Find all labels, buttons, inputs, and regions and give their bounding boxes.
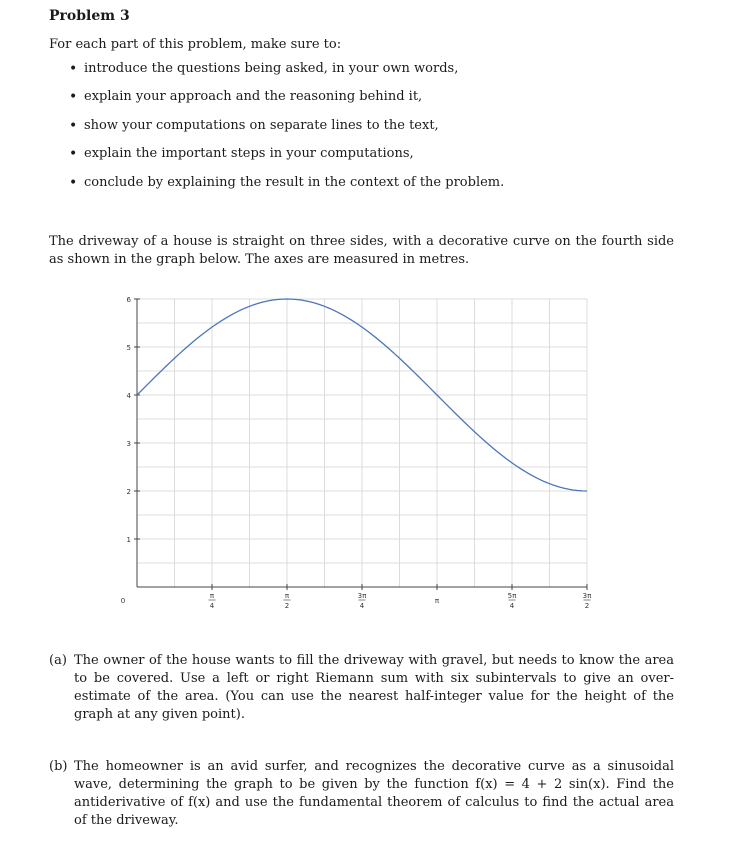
x-tick-label-numerator: 3π <box>357 592 367 600</box>
instructions-intro: For each part of this problem, make sure to: <box>49 37 342 52</box>
requirements-list <box>66 58 504 200</box>
y-tick-label: 5 <box>126 344 131 352</box>
part-b-label: (b) <box>49 759 68 774</box>
x-tick-label-denominator: 4 <box>209 602 215 610</box>
x-tick-label-denominator: 2 <box>584 602 590 610</box>
y-tick-label: 1 <box>126 536 131 544</box>
driveway-curve-graph <box>110 290 600 620</box>
part-b-text: The homeowner is an avid surfer, and recognizes the decorative curve as a sinusoidal wave, determining the graph to be given by the function f(x) = 4 + 2 sin(x). Find the antiderivative of f(x) and use the fundamental theorem of calculus to find the actual area of the driveway. <box>74 759 674 828</box>
list-item: • show your computations on separate lines to the text, <box>66 115 504 143</box>
part-b <box>49 758 674 830</box>
x-tick-label-numerator: π <box>209 592 215 600</box>
y-tick-label: 3 <box>126 440 131 448</box>
problem-title: Problem 3 <box>49 8 130 24</box>
y-tick-label: 6 <box>126 296 131 304</box>
part-a-label: (a) <box>49 653 67 668</box>
x-tick-label-numerator: 3π <box>582 592 592 600</box>
x-tick-label-denominator: 4 <box>359 602 365 610</box>
y-tick-label: 4 <box>126 392 131 400</box>
y-tick-label: 2 <box>126 488 131 496</box>
x-tick-label-denominator: 4 <box>509 602 515 610</box>
x-tick-label-denominator: 2 <box>284 602 290 610</box>
list-item: • introduce the questions being asked, in your own words, <box>66 58 504 86</box>
x-tick-label: 0 <box>120 597 126 605</box>
part-a-text: The owner of the house wants to fill the driveway with gravel, but needs to know the area to be covered. Use a left or right Riemann sum with six subintervals to give an over-estimate of the area. (You can use the nearest half-integer value for the height of the graph at any given point). <box>74 653 674 722</box>
list-item: • explain your approach and the reasoning behind it, <box>66 86 504 114</box>
x-tick-label: π <box>434 597 440 605</box>
part-a <box>49 652 674 724</box>
x-tick-label-numerator: 5π <box>507 592 517 600</box>
list-item: • explain the important steps in your computations, <box>66 143 504 171</box>
list-item: • conclude by explaining the result in the context of the problem. <box>66 172 504 200</box>
x-tick-label-numerator: π <box>284 592 290 600</box>
driveway-description: The driveway of a house is straight on three sides, with a decorative curve on the fourth side as shown in the graph below. The axes are measured in metres. <box>49 234 674 267</box>
